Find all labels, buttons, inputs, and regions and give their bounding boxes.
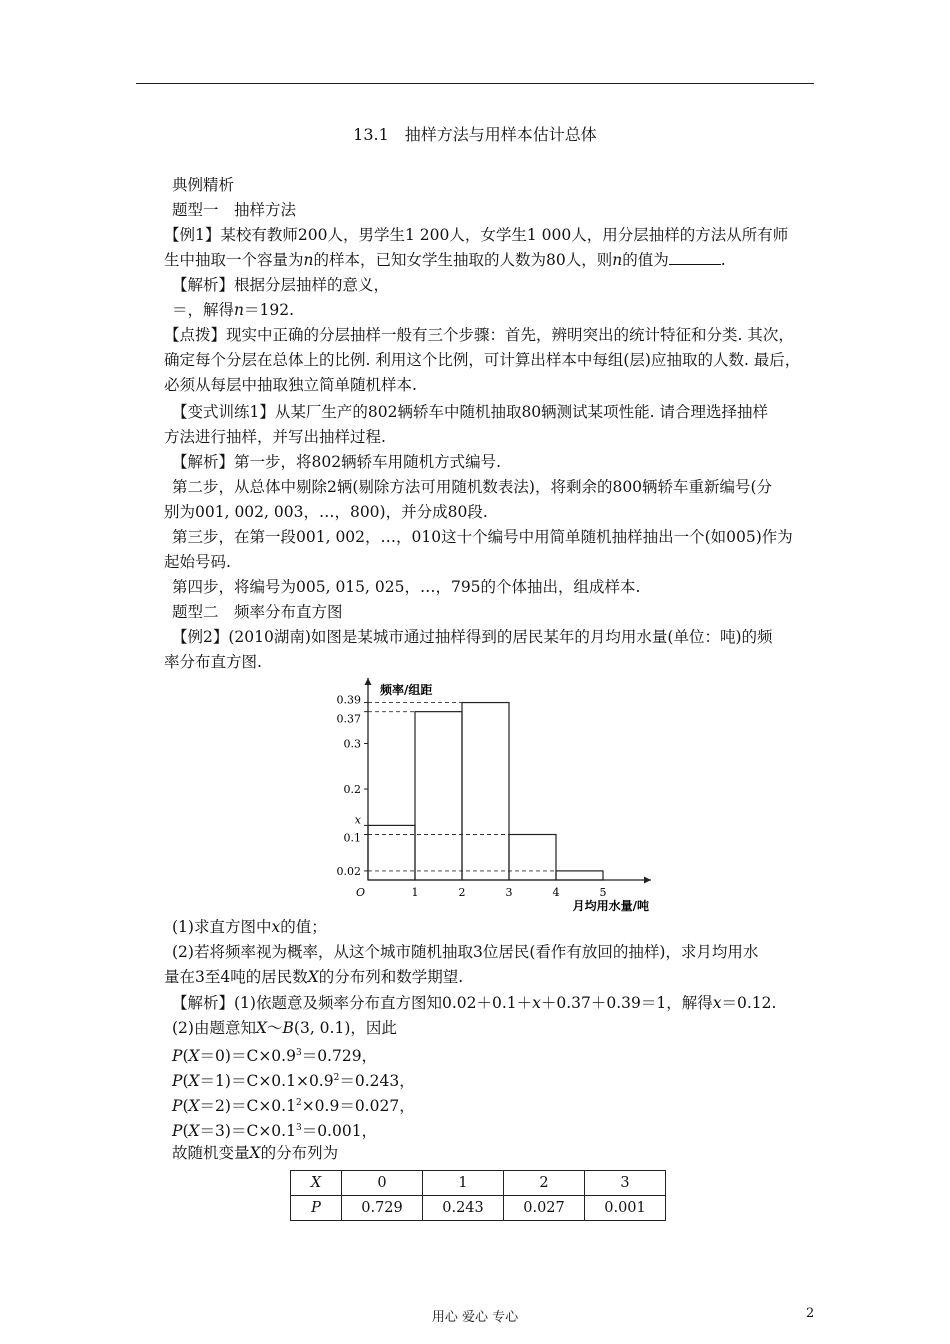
histogram-bar (556, 871, 603, 880)
var1-step3-b: 起始号码. (164, 553, 231, 571)
type2-heading: 题型二 频率分布直方图 (172, 603, 343, 621)
var1-solution: 【解析】第一步，将802辆轿车用随机方式编号. (172, 453, 502, 471)
var1-line1: 【变式训练1】从某厂生产的802辆轿车中随机抽取80辆测试某项性能. 请合理选择抽样 (172, 403, 769, 421)
ex2-line1: 【例2】(2010湖南)如图是某城市通过抽样得到的居民某年的月均用水量(单位：吨)的频 (172, 628, 773, 646)
table-cell: 0.027 (504, 1196, 585, 1221)
ex1-line2: 生中抽取一个容量为n的样本，已知女学生抽取的人数为80人，则n的值为 . (164, 251, 726, 269)
x-tick-label: 2 (458, 886, 466, 899)
ex1-line1: 【例1】某校有教师200人，男学生1 200人，女学生1 000人，用分层抽样的方法从所有师 (164, 226, 789, 244)
table-cell: 3 (585, 1171, 666, 1196)
y-tick-label: x (354, 813, 361, 827)
table-cell: 0.243 (423, 1196, 504, 1221)
histogram-bar (415, 712, 462, 880)
page-number: 2 (806, 1306, 815, 1321)
prob-x0: $P(X=0)=C\times 0.9^3=0.729$， (172, 1047, 378, 1066)
y-tick-label: 0.02 (336, 864, 361, 878)
type1-heading: 题型一 抽样方法 (172, 201, 297, 219)
var1-line2: 方法进行抽样，并写出抽样过程. (164, 428, 386, 446)
histogram-chart (322, 668, 652, 913)
ex1-tip-1: 【点拨】现实中正确的分层抽样一般有三个步骤：首先，辨明突出的统计特征和分类. 其次， (164, 326, 794, 344)
x-axis-arrow (644, 877, 651, 884)
ex2-question1: (1)求直方图中x的值； (172, 918, 327, 936)
y-axis-arrow (365, 678, 372, 685)
prob-x1: $P(X=1)=C\times 0.1\times 0.9^2=0.243$， (172, 1072, 415, 1091)
table-cell: X (291, 1171, 342, 1196)
ex2-solution2: (2)由题意知X～B(3, 0.1)，因此 (172, 1019, 397, 1037)
var1-step4: 第四步，将编号为005, 015, 025，…，795的个体抽出，组成样本. (172, 578, 641, 596)
table-cell: 2 (504, 1171, 585, 1196)
x-axis-label: 月均用水量/吨 (572, 899, 649, 913)
ex2-question2-b: 量在3至4吨的居民数X的分布列和数学期望. (164, 968, 464, 986)
var1-step3-a: 第三步，在第一段001, 002，…，010这十个编号中用简单随机抽样抽出一个(如005)作为 (172, 528, 793, 546)
table-row (291, 1196, 666, 1221)
ex1-solution-result: ＝，解得n＝192. (172, 301, 295, 319)
x-tick-label: 1 (411, 886, 419, 899)
answer-blank (669, 250, 721, 265)
y-tick-label: 0.1 (343, 831, 361, 845)
dist-intro: 故随机变量X的分布列为 (172, 1144, 339, 1162)
y-axis-label: 频率/组距 (380, 683, 433, 697)
ex2-question2-a: (2)若将频率视为概率，从这个城市随机抽取3位居民(看作有放回的抽样)，求月均用水 (172, 943, 759, 961)
page-title: 13.1 抽样方法与用样本估计总体 (353, 125, 597, 144)
section-heading: 典例精析 (172, 176, 235, 194)
histogram-bar (509, 835, 556, 881)
histogram-bar (368, 825, 415, 880)
x-tick-label: 5 (599, 886, 607, 899)
table-cell: 1 (423, 1171, 504, 1196)
y-tick-label: 0.3 (343, 737, 361, 751)
ex1-tip-2: 确定每个分层在总体上的比例. 利用这个比例，可计算出样本中每组(层)应抽取的人数. 最后， (164, 351, 801, 369)
ex2-solution1: 【解析】(1)依题意及频率分布直方图知0.02＋0.1＋x＋0.37＋0.39＝1，解得x＝0.12. (172, 994, 777, 1012)
ex1-tip-3: 必须从每层中抽取独立简单随机样本. (164, 376, 417, 394)
ex1-solution: 【解析】根据分层抽样的意义， (172, 276, 390, 294)
table-cell: P (291, 1196, 342, 1221)
footer-text: 用心 爱心 专心 (431, 1310, 519, 1325)
histogram-bar (462, 703, 509, 880)
origin-label: O (356, 886, 366, 899)
var1-step2-a: 第二步，从总体中剔除2辆(剔除方法可用随机数表法)，将剩余的800辆轿车重新编号(分 (172, 478, 773, 496)
y-tick-label: 0.2 (343, 783, 361, 796)
prob-x2: $P(X=2)=C\times 0.1^2\times 0.9=0.027$， (172, 1097, 415, 1116)
y-tick-label: 0.37 (336, 712, 361, 726)
table-cell: 0.001 (585, 1196, 666, 1221)
var1-step2-b: 别为001, 002, 003，…，800)，并分成80段. (164, 503, 488, 521)
table-row (291, 1171, 666, 1196)
y-tick-label: 0.39 (336, 693, 361, 707)
table-cell: 0.729 (342, 1196, 423, 1221)
x-tick-label: 4 (552, 886, 560, 899)
header-rule (136, 83, 814, 84)
table-cell: 0 (342, 1171, 423, 1196)
prob-x3: $P(X=3)=C\times 0.1^3=0.001$， (172, 1122, 378, 1141)
x-tick-label: 3 (505, 886, 513, 899)
ex2-line2: 率分布直方图. (164, 653, 262, 671)
distribution-table (290, 1170, 666, 1221)
